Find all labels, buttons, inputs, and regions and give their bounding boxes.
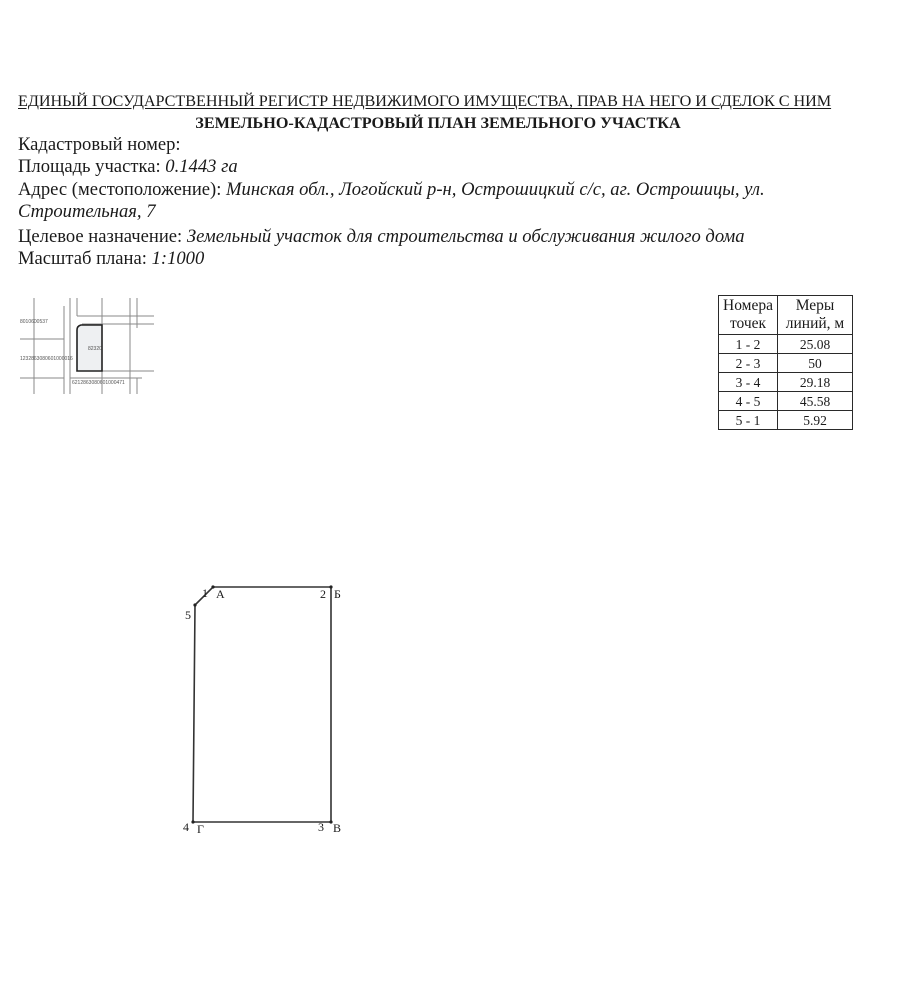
- lengths-column-header: [778, 296, 853, 335]
- points-cell: 3 - 4: [719, 373, 778, 392]
- inset-label-bottom: 6212863080601000471: [72, 380, 125, 386]
- registry-title: ЕДИНЫЙ ГОСУДАРСТВЕННЫЙ РЕГИСТР НЕДВИЖИМОГО ИМУЩЕСТВА, ПРАВ НА НЕГО И СДЕЛОК С НИМ: [18, 92, 832, 110]
- purpose-value: Земельный участок для строительства и обслуживания жилого дома: [186, 226, 745, 247]
- table-row: [719, 373, 853, 392]
- vertex-3-number: 3: [318, 820, 324, 834]
- inset-label-parcel: 82320: [88, 346, 102, 352]
- table-row: [719, 354, 853, 373]
- address-field-continued: [18, 201, 156, 223]
- points-cell: 1 - 2: [719, 335, 778, 354]
- vertex-5-number: 5: [185, 608, 191, 622]
- purpose-label: Целевое назначение:: [18, 226, 183, 247]
- table-row: [719, 335, 853, 354]
- lengths-header-line1: Меры: [795, 297, 835, 314]
- inset-label-left: 1232863080601000016: [20, 356, 73, 362]
- points-cell: 4 - 5: [719, 392, 778, 411]
- length-cell: 29.18: [778, 373, 853, 392]
- cadastral-number-field: [18, 134, 181, 156]
- scale-label: Масштаб плана:: [18, 248, 147, 269]
- length-cell: 45.58: [778, 392, 853, 411]
- vertex-4-letter: Г: [197, 822, 204, 836]
- purpose-field: [18, 226, 745, 248]
- address-label: Адрес (местоположение):: [18, 179, 222, 200]
- area-label: Площадь участка:: [18, 156, 161, 177]
- vertex-1-letter: А: [216, 587, 225, 601]
- inset-label-top-left: 8010600537: [20, 319, 48, 325]
- plot-polygon-graphic: [170, 570, 370, 850]
- points-header-line2: точек: [729, 315, 767, 332]
- area-field: [18, 156, 238, 178]
- inset-location-map: [12, 298, 162, 394]
- area-value: 0.1443 га: [165, 156, 238, 177]
- vertex-3-letter: В: [333, 821, 342, 835]
- vertex-4-number: 4: [183, 820, 189, 834]
- vertex-2-marker: [329, 585, 332, 588]
- points-header-line1: Номера: [723, 297, 773, 314]
- line-measures-table: [718, 295, 853, 430]
- inset-map-graphic: [12, 298, 162, 394]
- vertex-2-number: 2: [320, 587, 326, 601]
- table-header-row: [719, 296, 853, 335]
- land-plot-drawing: [170, 570, 370, 850]
- points-cell: 2 - 3: [719, 354, 778, 373]
- length-cell: 5.92: [778, 411, 853, 430]
- vertex-1-marker: [211, 585, 214, 588]
- points-cell: 5 - 1: [719, 411, 778, 430]
- vertex-5-marker: [193, 603, 196, 606]
- address-value-line2: Строительная, 7: [18, 201, 156, 222]
- table-row: [719, 392, 853, 411]
- lengths-header-line2: линий, м: [785, 315, 845, 332]
- points-column-header: [719, 296, 778, 335]
- address-value-line1: Минская обл., Логойский р-н, Острошицкий с/с, аг. Острошицы, ул.: [226, 179, 765, 200]
- address-field: [18, 179, 765, 201]
- scale-field: [18, 248, 204, 270]
- length-cell: 25.08: [778, 335, 853, 354]
- table-row: [719, 411, 853, 430]
- plot-boundary: [193, 587, 331, 822]
- vertex-2-letter: Б: [334, 587, 341, 601]
- scale-value: 1:1000: [151, 248, 205, 269]
- cadastral-number-label: Кадастровый номер:: [18, 134, 181, 155]
- plan-title: ЗЕМЕЛЬНО-КАДАСТРОВЫЙ ПЛАН ЗЕМЕЛЬНОГО УЧАСТКА: [195, 114, 681, 132]
- vertex-1-number: 1: [202, 586, 208, 600]
- length-cell: 50: [778, 354, 853, 373]
- vertex-4-marker: [191, 820, 194, 823]
